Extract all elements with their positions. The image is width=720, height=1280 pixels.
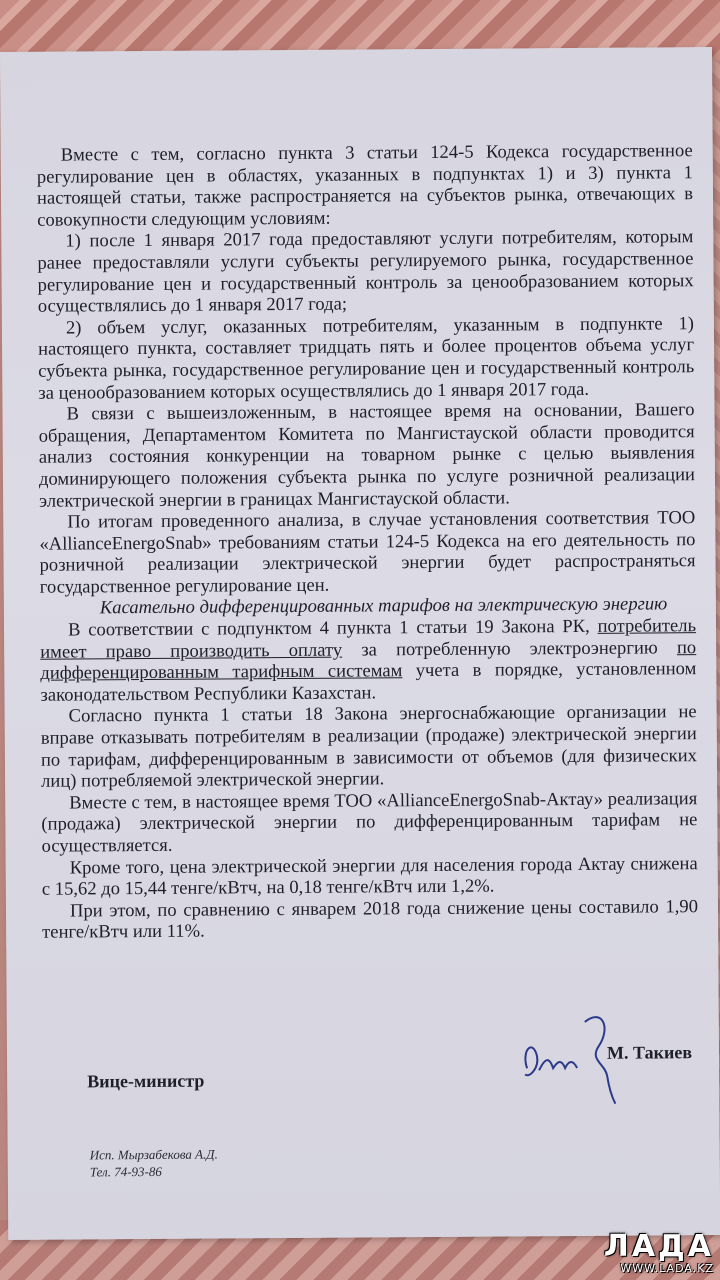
paragraph-9: Кроме того, цена электрической энергии для населения города Актау снижена с 15,62 до 15,44 тенге/кВтч, на 0,18 тенге/кВтч или 1,2%. xyxy=(41,852,698,900)
paragraph-6-underlined-1: потребитель имеет право производить оплату xyxy=(40,615,697,663)
paragraph-6-part-a: В соответствии с подпунктом 4 пункта 1 статьи 19 Закона РК, xyxy=(67,615,598,641)
document-body xyxy=(37,140,699,944)
section-heading: Касательно дифференцированных тарифов на электрическую энергию xyxy=(99,593,668,619)
paragraph-4: В связи с вышеизложенным, в настоящее время на основании, Вашего обращения, Департаментом Комитета по Мангистауской области проводится анализ состояния конкуренции на товарном рынке с целью выявления доминирующего положения субъекта рынка по услуге розничной реализации электрической энергии в границах Мангистауской области. xyxy=(38,399,696,512)
paragraph-10: При этом, по сравнению с январем 2018 года снижение цены составило 1,90 тенге/кВтч или 11%. xyxy=(42,895,699,944)
executor-phone: Тел. 74-93-86 xyxy=(89,1163,162,1180)
executor-name: Исп. Мырзабекова А.Д. xyxy=(89,1146,218,1163)
signer-name: М. Такиев xyxy=(606,1042,693,1063)
paragraph-6-part-c: за потребленную электроэнергию xyxy=(342,636,677,661)
watermark-brand: ЛАДА xyxy=(603,1229,714,1264)
paragraph-7: Согласно пункта 1 статьи 18 Закона энергоснабжающие организации не вправе отказывать потребителям в реализации (продаже) электрической энергии по тарифам, дифференцированным в зависимости от объемов (для физических лиц) потребляемой электрической энергии. xyxy=(40,701,698,792)
watermark-site: WWW.LADA.KZ xyxy=(620,1262,714,1275)
watermark-logo xyxy=(603,1229,714,1275)
paragraph-1: Вместе с тем, согласно пункта 3 статьи 124-5 Кодекса государственное регулирование цен в областях, указанных в подпунктах 1) и 3) пункта 1 настоящей статьи, также распространяется на субъектов рынка, отвечающих в совокупности следующим условиям: xyxy=(36,140,694,231)
document-page xyxy=(0,47,720,1240)
paragraph-3: 2) объем услуг, оказанных потребителям, указанным в подпункте 1) настоящего пункта, составляет тридцать пять и более процентов объема услуг субъекта рынка, государственное регулирование цен и государственный контроль за ценообразованием которых осуществлялись до 1 января 2017 года. xyxy=(38,312,695,404)
paragraph-6-part-e: учета в порядке, установленном законодательством Республики Казахстан. xyxy=(40,658,697,706)
signer-position: Вице-министр xyxy=(87,1070,205,1092)
paragraph-8: Вместе с тем, в настоящее время ТОО «AllianceEnergoSnab-Актау» реализация (продажа) электрической энергии по дифференцированным тарифам не осуществляется. xyxy=(41,787,698,857)
executor-info xyxy=(90,1146,218,1181)
paragraph-2: 1) после 1 января 2017 года предоставляют услуги потребителям, которым ранее предоставляли услуги субъекты регулируемого рынка, государственное регулирование цен и государственный контроль за ценообразованием которых осуществлялись до 1 января 2017 года; xyxy=(37,226,694,317)
paragraph-5: По итогам проведенного анализа, в случае установления соответствия ТОО «AllianceEnergoSnab» требованиям статьи 124-5 Кодекса на его деятельность по розничной реализации электрической энергии будет распространяться государственное регулирование цен. xyxy=(39,507,696,598)
paragraph-6-underlined-2: по дифференцированным тарифным системам xyxy=(40,636,697,684)
paragraph-6 xyxy=(40,615,697,706)
